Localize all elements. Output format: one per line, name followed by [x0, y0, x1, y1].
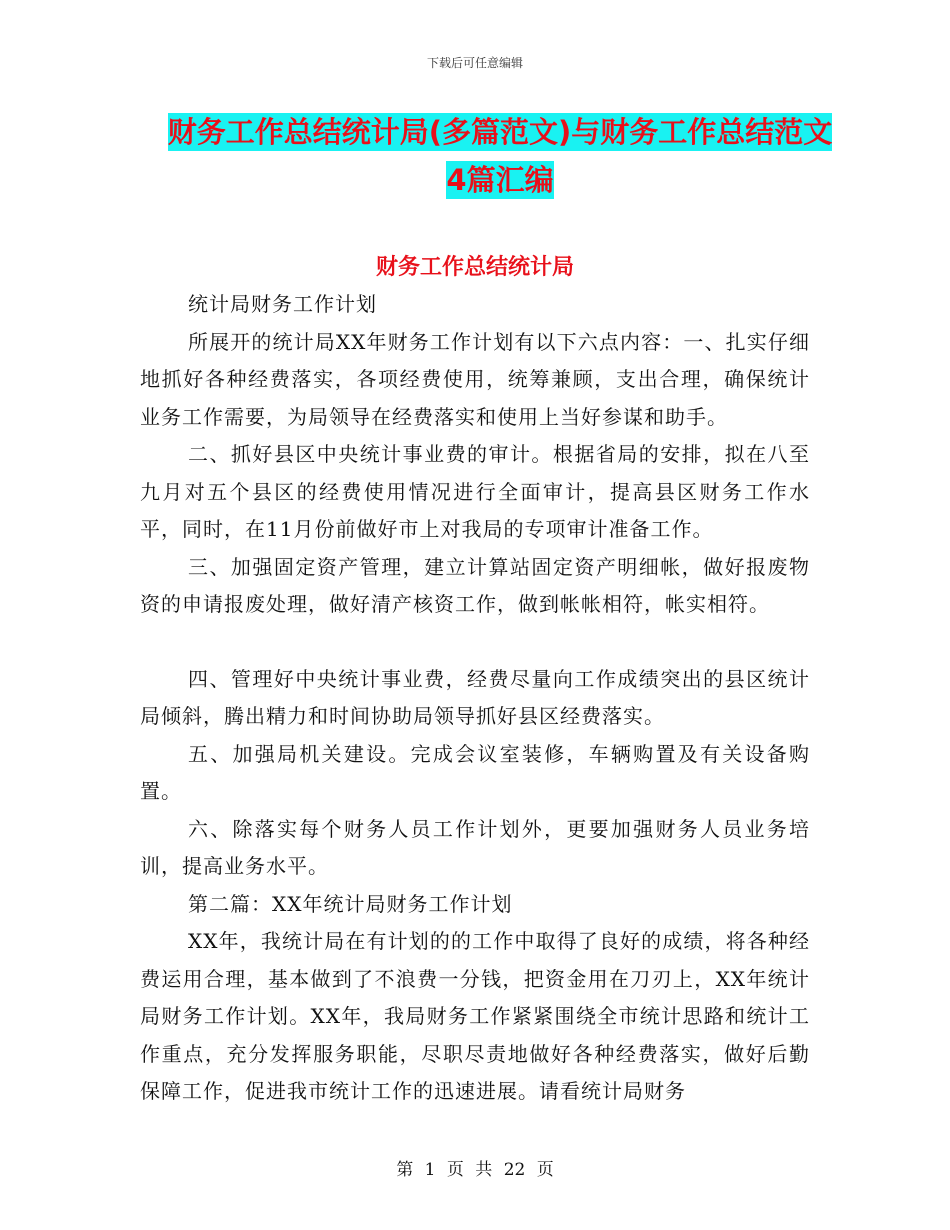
- paragraph-point-5: 五、加强局机关建设。完成会议室装修，车辆购置及有关设备购置。: [140, 741, 810, 803]
- paragraph-second-article-body: XX年，我统计局在有计划的的工作中取得了良好的成绩，将各种经费运用合理，基本做到了不浪费一分钱，把资金用在刀刃上，XX年统计局财务工作计划。XX年，我局财务工作紧紧围绕全市统计思路和统计工作重点，充分发挥服务职能，尽职尽责地做好各种经费落实，做好后勤保障工作，促进我市统计工作的迅速进展。请看统计局财务: [140, 929, 810, 1103]
- paragraph-point-2: 二、抓好县区中央统计事业费的审计。根据省局的安排，拟在八至九月对五个县区的经费使用情况进行全面审计，提高县区财务工作水平，同时，在11月份前做好市上对我局的专项审计准备工作。: [140, 442, 810, 541]
- paragraph-plan-heading: 统计局财务工作计划: [188, 292, 377, 316]
- section-title: 财务工作总结统计局: [375, 255, 574, 280]
- paragraph-second-article-heading: 第二篇：XX年统计局财务工作计划: [188, 891, 513, 916]
- document-title: [140, 108, 860, 204]
- paragraph-point-4: 四、管理好中央统计事业费，经费尽量向工作成绩突出的县区统计局倾斜，腾出精力和时间协助局领导抓好县区经费落实。: [140, 666, 810, 728]
- document-body: [140, 286, 810, 1111]
- paragraph-point-1: 所展开的统计局XX年财务工作计划有以下六点内容：一、扎实仔细地抓好各种经费落实，各项经费使用，统筹兼顾，支出合理，确保统计业务工作需要，为局领导在经费落实和使用上当好参谋和助手。: [140, 329, 810, 429]
- paragraph-point-6: 六、除落实每个财务人员工作计划外，更要加强财务人员业务培训，提高业务水平。: [140, 816, 810, 878]
- page-number: 第 1 页 共 22 页: [396, 1160, 554, 1180]
- document-title-line-1: 财务工作总结统计局(多篇范文)与财务工作总结范文: [167, 115, 833, 149]
- page-header-note: 下载后可任意编辑: [426, 56, 523, 70]
- document-title-line-2: 4篇汇编: [446, 163, 554, 197]
- paragraph-point-3: 三、加强固定资产管理，建立计算站固定资产明细帐，做好报废物资的申请报废处理，做好清产核资工作，做到帐帐相符，帐实相符。: [140, 554, 810, 616]
